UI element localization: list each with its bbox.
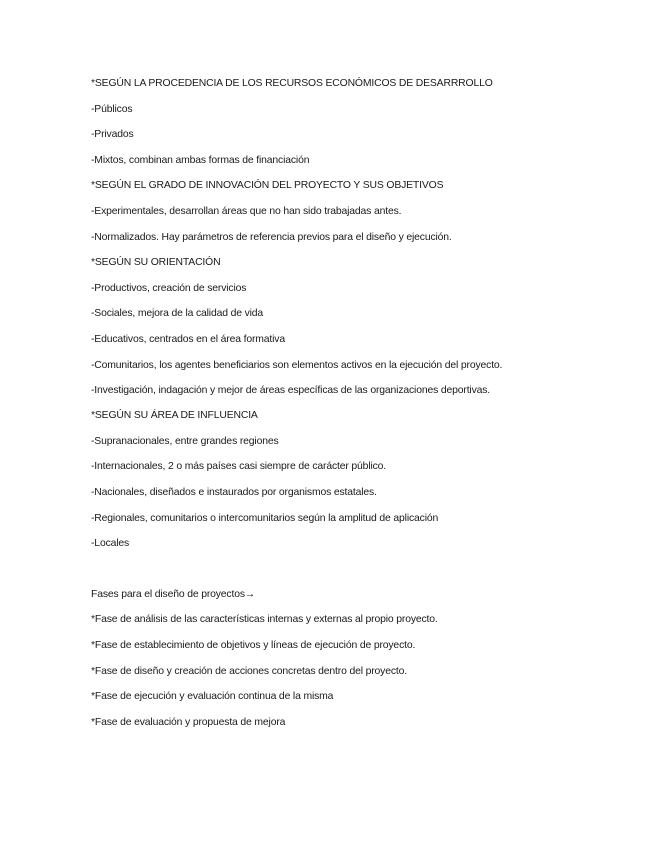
phase-item: *Fase de evaluación y propuesta de mejora: [91, 716, 286, 728]
list-item: -Supranacionales, entre grandes regiones: [91, 435, 279, 447]
document-body: [91, 76, 561, 740]
phase-item: *Fase de ejecución y evaluación continua de la misma: [91, 691, 334, 703]
list-item: -Comunitarios, los agentes beneficiarios son elementos activos en la ejecución del proyecto.: [91, 359, 503, 371]
section-heading: *SEGÚN SU ORIENTACIÓN: [91, 257, 221, 269]
section-heading: *SEGÚN EL GRADO DE INNOVACIÓN DEL PROYECTO Y SUS OBJETIVOS: [91, 180, 444, 192]
list-item: -Mixtos, combinan ambas formas de financiación: [91, 154, 310, 166]
list-item: -Sociales, mejora de la calidad de vida: [91, 308, 264, 320]
phases-heading: Fases para el diseño de proyectos→: [91, 588, 256, 600]
list-item: -Educativos, centrados en el área formativa: [91, 333, 285, 345]
list-item: -Públicos: [91, 103, 133, 115]
list-item: -Regionales, comunitarios o intercomunitarios según la amplitud de aplicación: [91, 512, 439, 524]
list-item: -Productivos, creación de servicios: [91, 282, 247, 294]
section-heading: *SEGÚN LA PROCEDENCIA DE LOS RECURSOS ECONÓMICOS DE DESARRROLLO: [91, 78, 493, 89]
section-heading: *SEGÚN SU ÁREA DE INFLUENCIA: [91, 410, 258, 422]
list-item: -Internacionales, 2 o más países casi siempre de carácter público.: [91, 461, 387, 473]
list-item: -Experimentales, desarrollan áreas que no han sido trabajadas antes.: [91, 205, 402, 217]
list-item: -Normalizados. Hay parámetros de referencia previos para el diseño y ejecución.: [91, 231, 452, 243]
list-item: -Privados: [91, 129, 134, 141]
phase-item: *Fase de establecimiento de objetivos y líneas de ejecución de proyecto.: [91, 639, 416, 651]
phase-item: *Fase de análisis de las características internas y externas al propio proyecto.: [91, 614, 438, 626]
list-item: -Investigación, indagación y mejor de áreas específicas de las organizaciones deportivas.: [91, 384, 491, 396]
list-item: -Nacionales, diseñados e instaurados por organismos estatales.: [91, 487, 377, 498]
blank-line: [91, 562, 561, 579]
list-item: -Locales: [91, 538, 130, 550]
phase-item: *Fase de diseño y creación de acciones concretas dentro del proyecto.: [91, 665, 407, 677]
